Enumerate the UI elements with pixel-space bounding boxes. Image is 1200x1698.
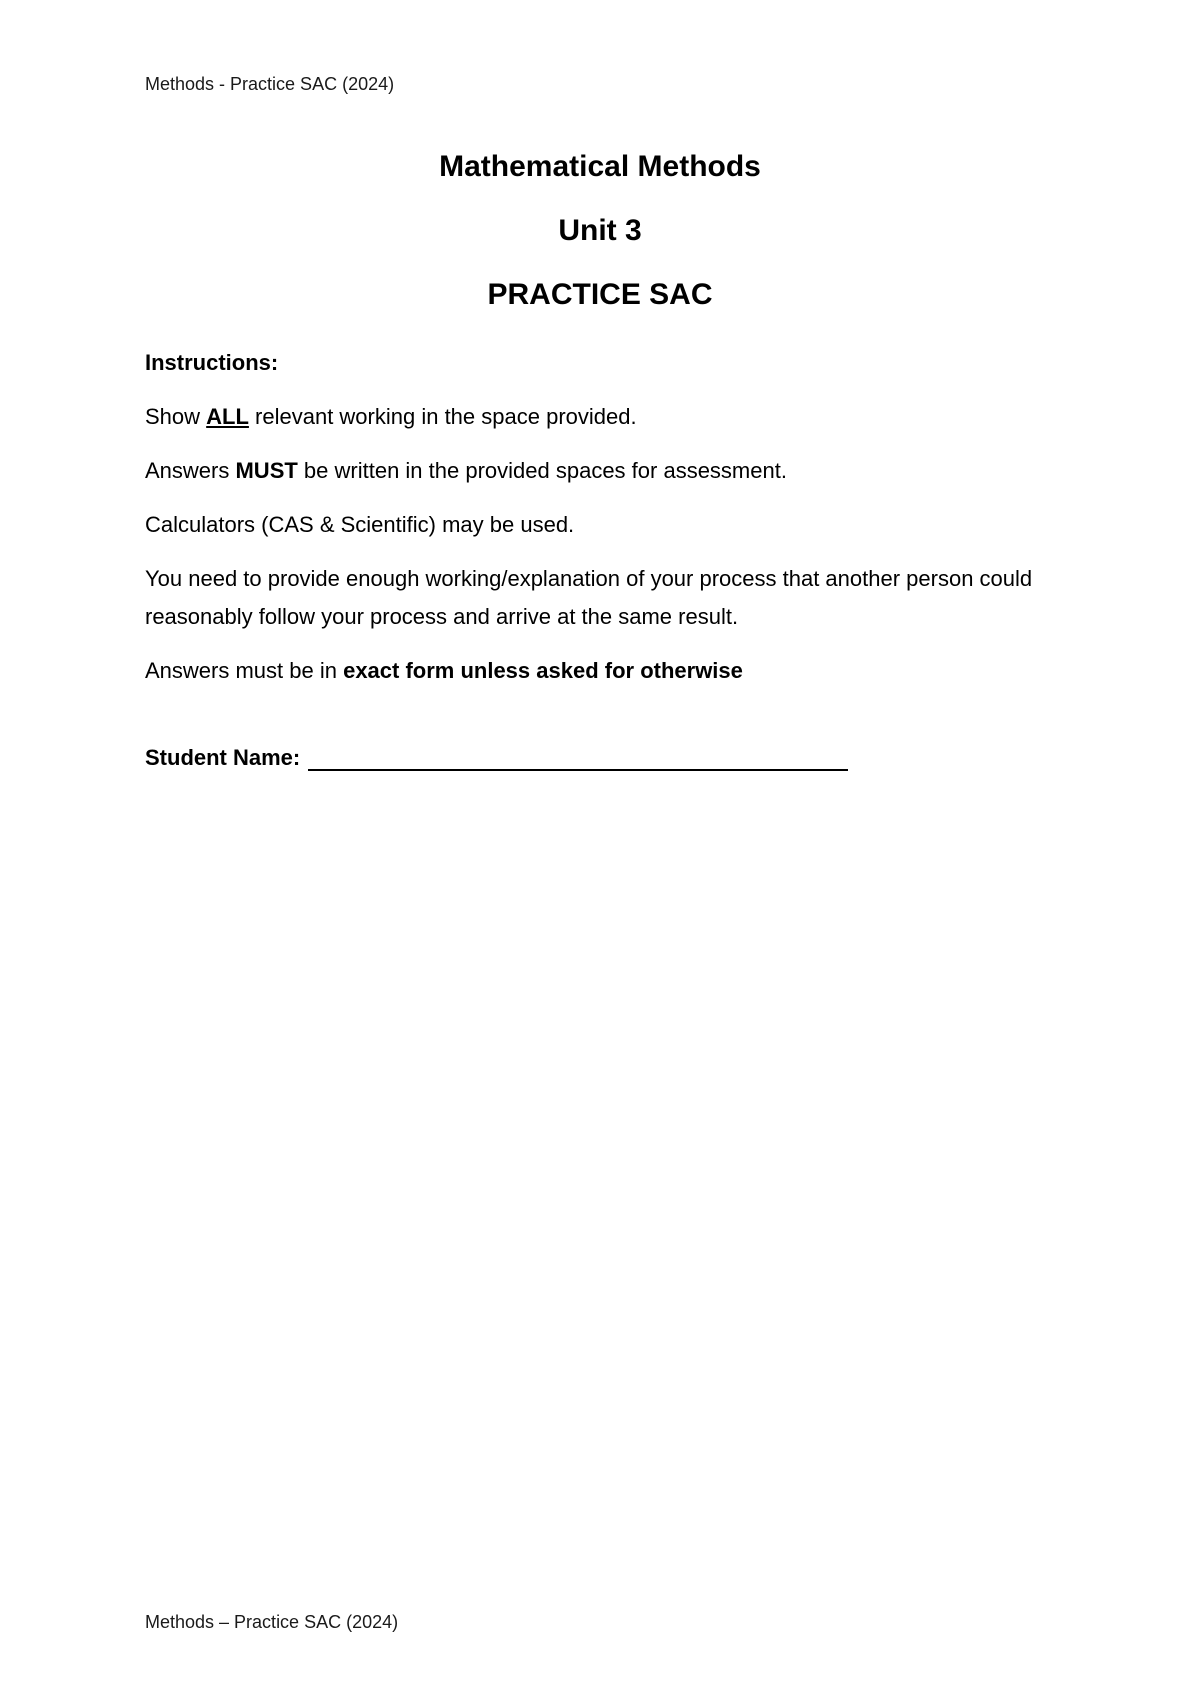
instruction-show-working bbox=[145, 398, 1075, 436]
instructions-heading: Instructions: bbox=[145, 350, 279, 375]
instruction-text: Answers bbox=[145, 458, 236, 483]
page-footer: Methods – Practice SAC (2024) bbox=[145, 1612, 399, 1632]
sac-title: PRACTICE SAC bbox=[487, 278, 713, 311]
student-name-label: Student Name: bbox=[145, 745, 301, 770]
student-name-row bbox=[145, 745, 848, 771]
instructions-section bbox=[145, 344, 1075, 706]
instruction-text: be written in the provided spaces for assessment. bbox=[297, 458, 787, 483]
instruction-text: relevant working in the space provided. bbox=[248, 404, 637, 429]
emphasis-all: ALL bbox=[206, 404, 249, 429]
unit-title: Unit 3 bbox=[558, 214, 642, 247]
instruction-explanation: You need to provide enough working/explanation of your process that another person could reasonably follow your process and arrive at the same result. bbox=[145, 566, 1033, 629]
student-name-line[interactable] bbox=[308, 745, 848, 771]
emphasis-must: MUST bbox=[235, 458, 298, 483]
instruction-text: Answers must be in bbox=[145, 658, 344, 683]
document-title: Mathematical Methods bbox=[439, 150, 761, 183]
instruction-exact-form bbox=[145, 652, 1075, 690]
instruction-answers-spaces bbox=[145, 452, 1075, 490]
instruction-text: Show bbox=[145, 404, 207, 429]
instruction-calculators: Calculators (CAS & Scientific) may be used. bbox=[145, 512, 575, 537]
emphasis-exact-form: exact form unless asked for otherwise bbox=[343, 658, 743, 683]
page-header: Methods - Practice SAC (2024) bbox=[145, 74, 395, 94]
